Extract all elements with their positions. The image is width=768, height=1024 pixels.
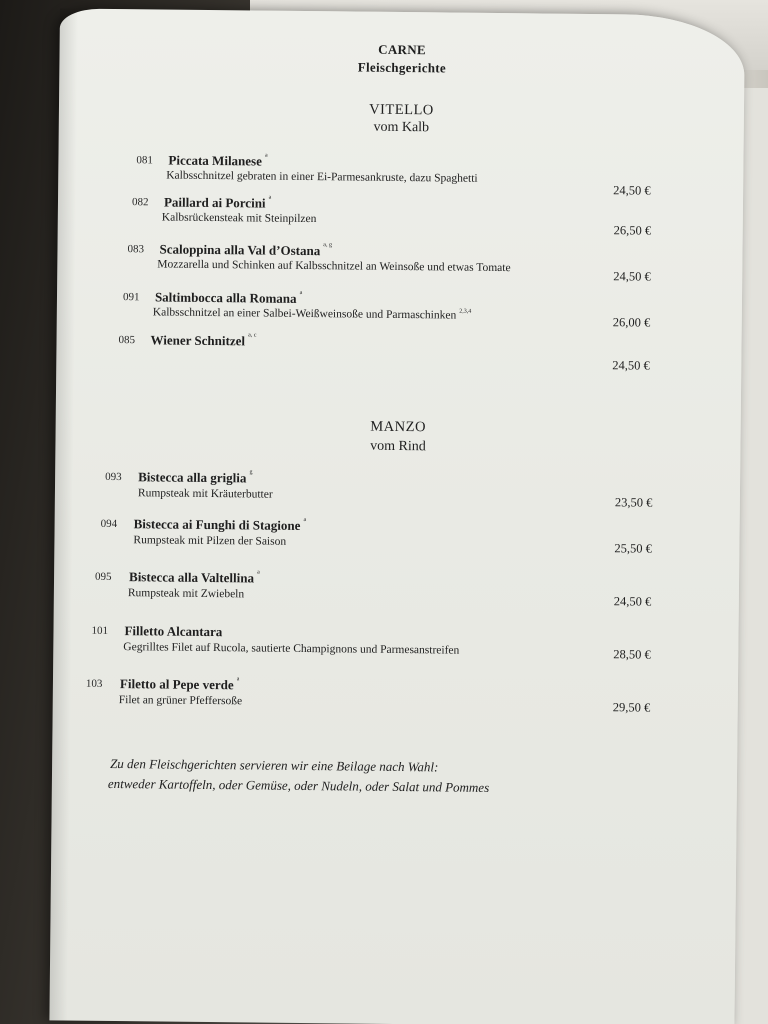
item-number: 082	[131, 196, 149, 209]
item-price: 23,50 €	[614, 495, 653, 510]
allergen-codes: a	[268, 194, 272, 201]
section-title-vitello: VITELLO	[369, 101, 434, 119]
item-number: 091	[122, 291, 140, 304]
item-price: 24,50 €	[613, 594, 652, 609]
allergen-codes: a, g	[323, 242, 333, 249]
item-number: 101	[91, 624, 109, 637]
item-description: Mozzarella und Schinken auf Kalbsschnitzel an Weinsoße und etwas Tomate	[157, 258, 511, 275]
section-subtitle-vitello: vom Kalb	[373, 119, 430, 136]
item-price: 25,50 €	[614, 541, 652, 556]
item-name: Piccata Milanese $^a$	[168, 152, 268, 169]
allergen-codes: g	[249, 469, 253, 476]
item-price: 26,50 €	[613, 223, 652, 238]
item-description: Kalbsschnitzel gebraten in einer Ei-Parmesankruste, dazu Spaghetti	[166, 169, 478, 185]
item-name: Paillard ai Porcini $^a$	[163, 194, 272, 211]
allergen-codes: a	[236, 676, 240, 683]
item-price: 29,50 €	[612, 700, 651, 715]
item-price: 26,00 €	[612, 315, 651, 330]
item-description: Kalbsrückensteak mit Steinpilzen	[161, 211, 317, 226]
item-number: 095	[95, 570, 112, 583]
side-dish-note-line2: entweder Kartoffeln, oder Gemüse, oder Nudeln, oder Salat und Pommes	[107, 775, 490, 795]
item-description: Gegrilltes Filet auf Rucola, sautierte Champignons und Parmesanstreifen	[123, 641, 460, 657]
item-price: 24,50 €	[613, 183, 651, 198]
item-name: Filetto al Pepe verde $^a$	[119, 676, 240, 693]
item-name: Wiener Schnitzel $^{a, c}$	[150, 332, 257, 349]
side-dish-note-line1: Zu den Fleischgerichten servieren wir eine Beilage nach Wahl:	[110, 755, 439, 775]
allergen-codes: a	[257, 569, 260, 576]
additive-codes: 2,3,4	[459, 308, 472, 315]
item-number: 083	[127, 243, 145, 256]
item-name: Bistecca ai Funghi di Stagione $^a$	[133, 516, 307, 533]
section-title-manzo: MANZO	[370, 418, 427, 436]
item-price: 28,50 €	[613, 647, 651, 662]
menu-header-title: CARNE	[378, 41, 427, 58]
allergen-codes: a, c	[248, 332, 257, 339]
item-number: 085	[118, 334, 136, 347]
item-description: Rumpsteak mit Pilzen der Saison	[133, 534, 287, 548]
section-subtitle-manzo: vom Rind	[370, 438, 426, 455]
item-description: Rumpsteak mit Zwiebeln	[127, 587, 245, 601]
item-name: Filletto Alcantara	[124, 623, 223, 640]
allergen-codes: a	[299, 289, 303, 296]
item-price: 24,50 €	[613, 269, 651, 284]
menu-header-subtitle: Fleischgerichte	[357, 59, 447, 76]
item-number: 103	[85, 677, 103, 690]
item-description: Kalbsschnitzel an einer Salbei-Weißweinsoße und Parmaschinken $^{2,3,4}$	[152, 306, 472, 322]
item-description: Filet an grüner Pfeffersoße	[118, 694, 243, 708]
item-number: 094	[100, 517, 118, 531]
item-name: Bistecca alla griglia $^g$	[138, 469, 253, 486]
item-number: 081	[136, 154, 153, 167]
item-number: 093	[105, 470, 122, 484]
allergen-codes: a	[303, 516, 307, 524]
item-price: 24,50 €	[612, 358, 650, 373]
item-name: Saltimbocca alla Romana $^a$	[154, 289, 303, 306]
menu-page	[49, 8, 745, 1024]
item-name: Bistecca alla Valtellina $^a$	[128, 569, 260, 586]
allergen-codes: a	[264, 152, 268, 159]
item-description: Rumpsteak mit Kräuterbutter	[137, 487, 273, 501]
item-name: Scaloppina alla Val d’Ostana $^{a, g}$	[159, 241, 333, 259]
